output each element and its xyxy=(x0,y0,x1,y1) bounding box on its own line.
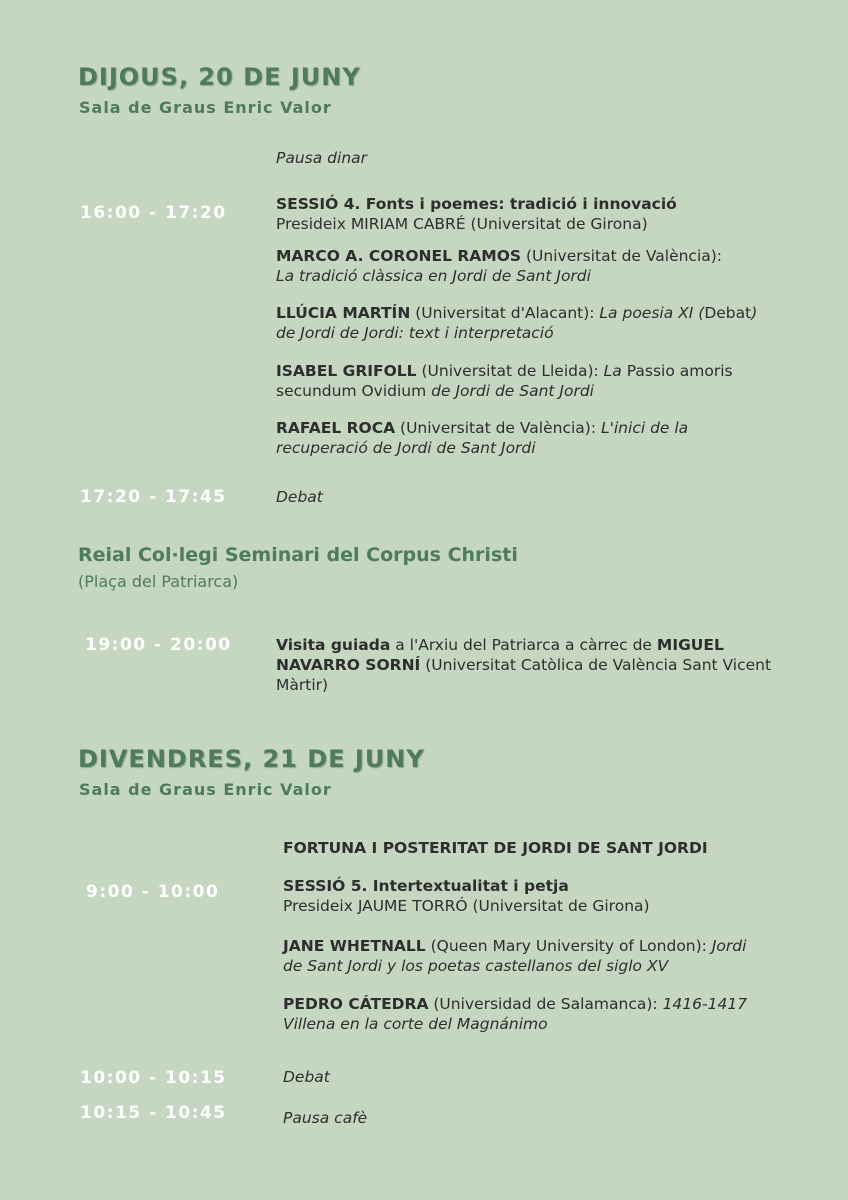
session5-chair: Presideix JAUME TORRÓ (Universitat de Girona) xyxy=(283,897,650,915)
talk-grifoll: ISABEL GRIFOLL (Universitat de Lleida): La Passio amoris secundum Ovidium de Jordi de Sant Jordi xyxy=(276,362,733,400)
talk-coronel: MARCO A. CORONEL RAMOS (Universitat de València): La tradició clàssica en Jordi de Sant Jordi xyxy=(276,247,723,285)
coffee-time: 10:15 - 10:45 xyxy=(80,1103,227,1123)
visit-time: 19:00 - 20:00 xyxy=(85,635,232,655)
coffee-label: Pausa cafè xyxy=(283,1109,368,1127)
talk-martin: LLÚCIA MARTÍN (Universitat d'Alacant): La poesia XI (Debat) de Jordi de Jordi: text i interpretació xyxy=(276,304,758,342)
debate1-label: Debat xyxy=(276,488,323,506)
visit-block: Visita guiada a l'Arxiu del Patriarca a càrrec de MIGUEL NAVARRO SORNÍ (Universitat Catòlica de València Sant Vicent Màrtir) xyxy=(276,636,772,694)
debate2-time: 10:00 - 10:15 xyxy=(80,1068,227,1088)
session5-time: 9:00 - 10:00 xyxy=(86,882,220,902)
talk-catedra: PEDRO CÁTEDRA (Universidad de Salamanca): 1416-1417 Villena en la corte del Magnánimo xyxy=(283,995,748,1033)
talk-roca: RAFAEL ROCA (Universitat de València): L'inici de la recuperació de Jordi de Sant Jordi xyxy=(276,419,689,457)
day2-title: DIVENDRES, 21 DE JUNY xyxy=(78,745,425,773)
venue2-subtitle: (Plaça del Patriarca) xyxy=(78,572,239,591)
session4-block xyxy=(276,194,816,234)
lunch-break: Pausa dinar xyxy=(276,149,368,167)
debate2-label: Debat xyxy=(283,1068,330,1086)
session4-title: SESSIÓ 4. Fonts i poemes: tradició i innovació xyxy=(276,195,677,213)
session5-title: SESSIÓ 5. Intertextualitat i petja xyxy=(283,877,569,895)
day1-title: DIJOUS, 20 DE JUNY xyxy=(78,63,361,91)
day2-heading: FORTUNA I POSTERITAT DE JORDI DE SANT JORDI xyxy=(283,839,708,857)
day2-venue: Sala de Graus Enric Valor xyxy=(79,780,332,799)
talk-whetnall: JANE WHETNALL (Queen Mary University of London): Jordi de Sant Jordi y los poetas castellanos del siglo XV xyxy=(283,937,747,975)
venue2-title: Reial Col·legi Seminari del Corpus Christi xyxy=(78,544,518,566)
session4-chair: Presideix MIRIAM CABRÉ (Universitat de Girona) xyxy=(276,215,648,233)
debate1-time: 17:20 - 17:45 xyxy=(80,487,227,507)
session4-time: 16:00 - 17:20 xyxy=(80,203,227,223)
day1-venue: Sala de Graus Enric Valor xyxy=(79,98,332,117)
session5-block xyxy=(283,876,823,916)
